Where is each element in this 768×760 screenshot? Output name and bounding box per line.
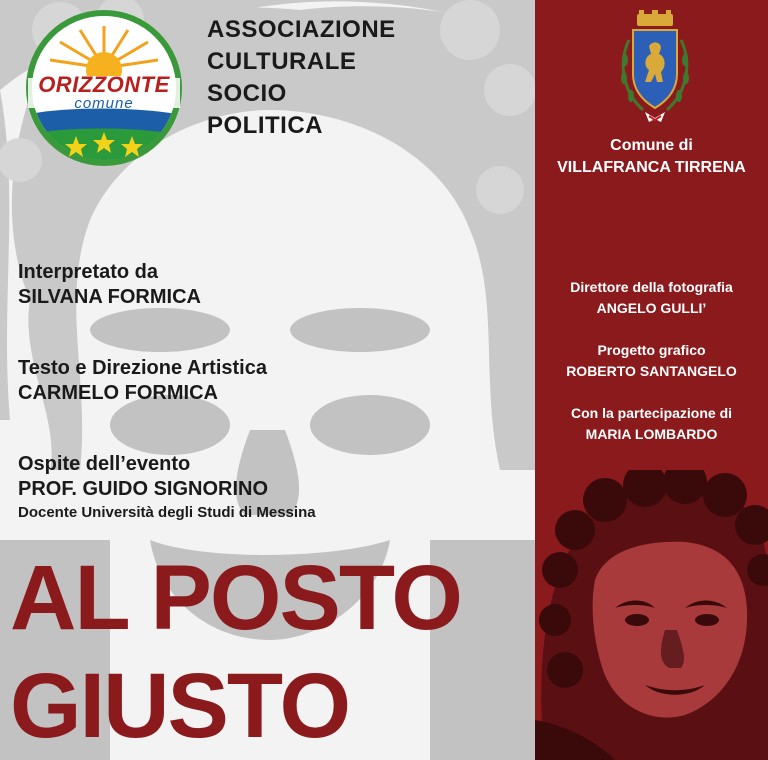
credit-interpreted [18,260,201,310]
participation-label: Con la partecipazione di [570,405,733,421]
guest-label: Ospite dell’evento [18,453,191,475]
guest-role: Docente Università degli Studi di Messina [18,504,316,521]
right-panel [535,0,768,760]
association-line-1: ASSOCIAZIONE [207,16,396,43]
association-line-2: CULTURALE [207,48,357,75]
participation-name: MARIA LOMBARDO [585,426,718,442]
credit-photography [535,277,768,319]
interpreted-label: Interpretato da [18,261,159,283]
event-title-line-1: AL POSTO [10,547,461,649]
credit-graphic-design [535,340,768,382]
logo-line-2: comune [74,95,134,112]
credit-guest [18,452,316,524]
text-direction-label: Testo e Direzione Artistica [18,357,267,379]
credit-text-direction [18,356,267,406]
photography-label: Direttore della fotografia [570,279,733,295]
logo-text [20,74,188,112]
association-line-3: SOCIO [207,80,287,107]
interpreted-name: SILVANA FORMICA [18,286,201,308]
photography-name: ANGELO GULLI’ [596,300,707,316]
graphic-design-name: ROBERTO SANTANGELO [566,363,737,379]
association-name [207,14,396,142]
credit-participation [535,403,768,445]
municipality-line-1: Comune di [610,137,693,154]
text-direction-name: CARMELO FORMICA [18,382,218,404]
guest-name: PROF. GUIDO SIGNORINO [18,478,269,500]
municipality-line-2: VILLAFRANCA TIRRENA [557,159,746,176]
logo-line-1: ORIZZONTE [38,72,170,97]
portrait-photo [535,470,768,760]
municipality-crest-icon [615,10,695,130]
graphic-design-label: Progetto grafico [597,342,706,358]
municipality-name [535,135,768,179]
association-line-4: POLITICA [207,112,323,139]
event-title-line-2: GIUSTO [10,655,350,757]
